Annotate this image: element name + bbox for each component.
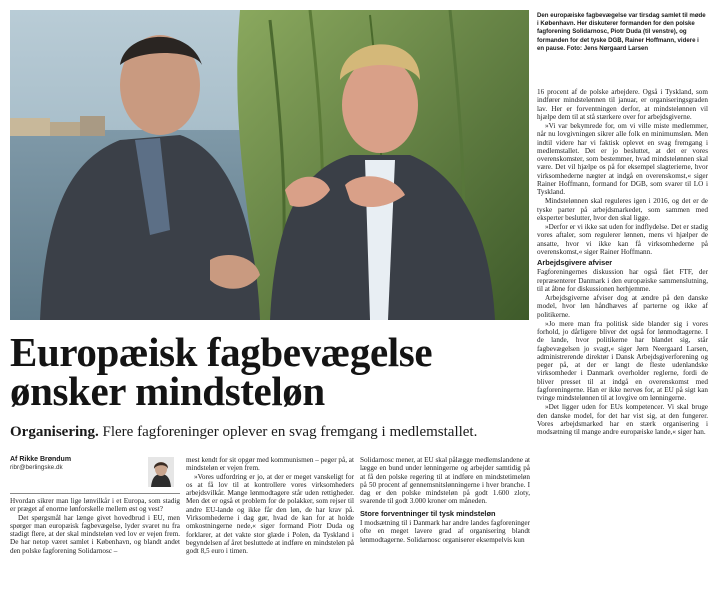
author-avatar	[148, 457, 174, 487]
paragraph: »Det ligger uden for EUs kompetencer. Vi skal bruge den danske model, for det har vist sig, at den fungerer. Vores arbejdsmarked har en stærk organisering i modsætning til mange andre europæiske lande,« siger han.	[537, 403, 708, 436]
article-column-3	[360, 456, 530, 590]
author-email[interactable]: ribr@berlingske.dk	[10, 464, 63, 471]
article-photo	[10, 10, 529, 320]
paragraph: Solidarnosc mener, at EU skal pålægge medlemslandene at lægge en bund under lønningerne og arbejder samtidig på at få den polske regering til at indføre en mindstetimeløn på 50 procent af gennemsnitslønningerne i hver branche. I dag er den polske mindsteløn på godt 1.600 zloty, svarende til godt 3.000 kroner om måneden.	[360, 456, 530, 506]
paragraph: 16 procent af de polske arbejdere. Også i Tyskland, som indfører mindstelønnen til januar, er organiseringsgraden lav. Her er forventningen derfor, at mindstelønnen vil hjælpe dem til at stå stærkere over for arbejdsgiverne.	[537, 88, 708, 121]
paragraph: mest kendt for sit opgør med kommunismen – peger på, at mindsteløn er vejen frem.	[186, 456, 354, 473]
photo-caption: Den europæiske fagbevægelse var tirsdag samlet til møde i København. Her diskuterer formanden for den polske fagforening Solidarnosc, Piotr Duda (til venstre), og formanden for det tyske DGB, Rainer Hoffmann, videre i en pause. Foto: Jens Nørgaard Larsen	[537, 12, 706, 52]
paragraph: »Vi var bekymrede for, om vi ville miste medlemmer, når nu lovgivningen sikrer alle folk en minimumsløn. Men indtil videre har vi faktisk oplevet en svag fremgang i medlemstallet. Det er jo besluttet, at det er vores overenskomster, som bestemmer, hvad mindstelønnen skal være. Det vil hjælpe os på for eksempel slagterierne, hvor virksomhederne nægter at indgå en overenskomst,« siger Rainer Hoffmann, formand for DGB, som svarer til LO i Tyskland.	[537, 122, 708, 196]
photo-illustration	[10, 10, 529, 320]
paragraph: »Derfor er vi ikke sat uden for indflydelse. Det er stadig vores aftaler, som regulerer lønnen, mens vi hjælper de ansatte, hvor vi ikke kan få virksomhederne på overenskomst,« siger Rainer Hoffmann.	[537, 223, 708, 256]
subheading: Store forventninger til tysk mindsteløn	[360, 508, 496, 518]
paragraph: »Jo mere man fra politisk side blander sig i vores forhold, jo dårligere bliver det også for lønmodtagerne. I de lande, hvor politikerne har blandet sig, står fagbevægelsen jo svagt,« siger Jørn Neergaard Larsen, administrerende direktør i Dansk Arbejdsgiverforening og peger på, at der er langt de fleste udenlandske virksomheder i Danmark overholder reglerne, fordi de bliver presset til at indgå en overenskomst med fagforeningerne. Han er ikke nervøs for, at EU på sigt kan tvinge mindstelønnen til at lovgive om lønningerne.	[537, 319, 708, 402]
paragraph: »Vores udfordring er jo, at der er meget vanskeligt for os at få lov til at kontrollere vores virksomheders arbejdsvilkår. Mange lønmodtagere står uden rettigheder. Men det er også et problem for de polakker, som rejser til andre EU-lande og ikke får den løn, de har krav på. Virksomhederne i dag gør, hvad de kan for at holde omkostningerne nede,« siger formand Piotr Duda og forklarer, at det vakte stor glæde i Polen, da Tyskland i begyndelsen af året besluttede at indføre en mindsteløn på godt 8,5 euro i timen.	[186, 472, 354, 556]
headline-line-2: ønsker mindsteløn	[10, 368, 325, 414]
byline-divider	[10, 493, 180, 494]
subheading: Arbejdsgivere afviser	[537, 258, 613, 267]
article-column-2	[186, 456, 354, 590]
deck-text: Flere fagforeninger oplever en svag fremgang i medlemstallet.	[98, 424, 478, 440]
paragraph: Det spørgsmål har længe givet hovedbrud i EU, men spørger man europæisk fagbevægelse, lyder svaret nu fra stadigt flere, at der skal mindsteløn ved lov er vejen frem. De har netop været samlet i København, og blandt andet den polske fagforening Solidarnosc –	[10, 513, 180, 555]
paragraph: Arbejdsgiverne afviser dog at ændre på den danske model, hvor løn håndhæves af parterne og ikke af politikerne.	[537, 294, 708, 319]
headline-line-1: Europæisk fagbevægelse	[10, 329, 433, 375]
paragraph: Mindstelønnen skal reguleres igen i 2016, og det er de tyske parter på arbejdsmarkedet, som sammen med eksperter beslutter, hvor den skal ligge.	[537, 197, 708, 222]
author-name: Af Rikke Brøndum	[10, 456, 72, 463]
paragraph: Hvordan sikrer man lige lønvilkår i et Europa, som stadig er præget af enorme lønforskelle mellem øst og vest?	[10, 497, 180, 514]
headline	[10, 329, 532, 414]
deck	[10, 423, 532, 441]
deck-kicker: Organisering.	[10, 424, 99, 440]
paragraph: Fagforeningernes diskussion har også fået FTF, der repræsenterer Danmark i den europæiske sammenslutning, til at åbne for diskussionen herhjemme.	[537, 268, 708, 293]
paragraph: I modsætning til i Danmark har andre landes fagforeninger ofte en meget lavere grad af organisering blandt lønmodtagerne. Solidarnosc organiserer eksempelvis kun	[360, 519, 530, 544]
article-column-1	[10, 497, 180, 589]
article-column-right	[537, 88, 708, 588]
author-portrait	[148, 457, 174, 487]
